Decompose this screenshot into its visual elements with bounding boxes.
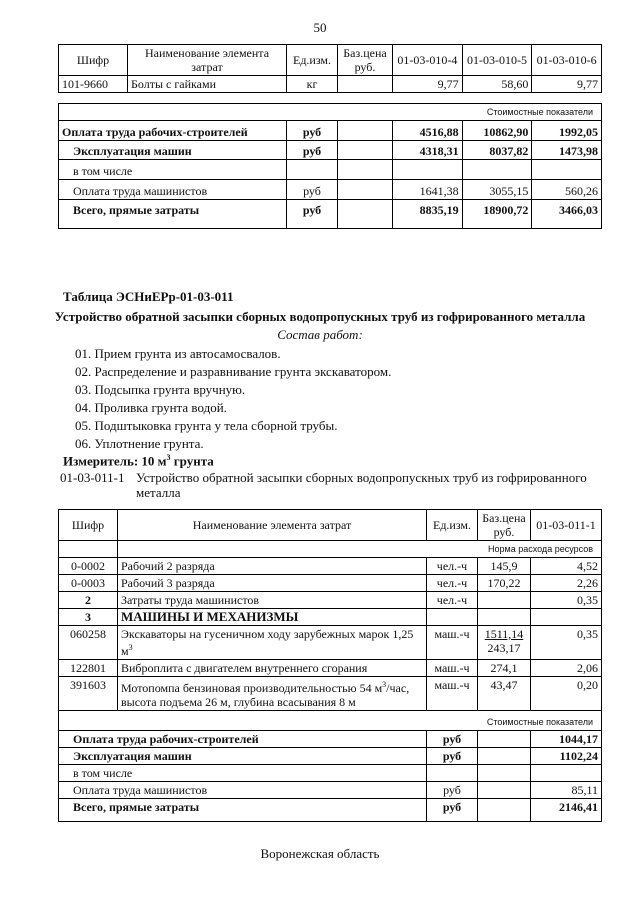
cost-v1: 8835,19	[393, 200, 463, 229]
row-code: 101-9660	[59, 76, 128, 93]
work-item: 04. Проливка грунта водой.	[75, 400, 227, 415]
col-header-price: Баз.цена руб.	[478, 510, 531, 541]
col-header-unit: Ед.изм.	[427, 510, 478, 541]
cost-unit: руб	[287, 121, 338, 141]
row-v2: 58,60	[462, 76, 532, 93]
cost-v1: 4318,31	[393, 141, 463, 160]
table-row	[59, 782, 602, 799]
row-v3: 9,77	[532, 76, 602, 93]
cost-v1: 1641,38	[393, 180, 463, 200]
table-row	[59, 592, 602, 609]
cost-section-label: Стоимостные показатели	[59, 104, 602, 121]
table-row	[59, 141, 602, 160]
row-value: 4,52	[531, 558, 602, 575]
cost-unit: руб	[287, 141, 338, 160]
col-header-name: Наименование элемента затрат	[128, 45, 287, 76]
col-header-value: 01-03-011-1	[531, 510, 602, 541]
col-header-code: Шифр	[59, 510, 118, 541]
cost-name: Эксплуатация машин	[59, 141, 287, 160]
row-unit: чел.-ч	[427, 575, 478, 592]
col-header-name: Наименование элемента затрат	[118, 510, 427, 541]
footer-region: Воронежская область	[260, 846, 380, 861]
table-row	[59, 677, 602, 711]
cost-name: Всего, прямые затраты	[59, 799, 427, 822]
table-row	[59, 765, 602, 782]
machine-code: 060258	[59, 626, 118, 660]
machines-code: 3	[59, 609, 118, 626]
machine-value: 2,06	[531, 660, 602, 677]
row-unit: кг	[287, 76, 338, 93]
cost-unit: руб	[427, 799, 478, 822]
table-row	[59, 748, 602, 765]
cost-name: в том числе	[59, 765, 427, 782]
col-header-price: Баз.цена руб.	[338, 45, 393, 76]
row-price	[338, 76, 393, 93]
table-row	[59, 731, 602, 748]
cost-unit: руб	[287, 200, 338, 229]
row-name: Затраты труда машинистов	[118, 592, 427, 609]
machine-value: 0,35	[531, 626, 602, 660]
row-unit: чел.-ч	[427, 558, 478, 575]
row-unit: чел.-ч	[427, 592, 478, 609]
cost-name: Всего, прямые затраты	[59, 200, 287, 229]
cost-unit: руб	[427, 748, 478, 765]
machine-price: 274,1	[478, 660, 531, 677]
table-row	[59, 575, 602, 592]
table-header-row	[59, 510, 602, 541]
cost-v3: 1473,98	[532, 141, 602, 160]
table-row	[59, 558, 602, 575]
cost-value: 85,11	[531, 782, 602, 799]
machine-unit: маш.-ч	[427, 660, 478, 677]
machine-value: 0,20	[531, 677, 602, 711]
table-row	[59, 76, 602, 93]
cost-v1: 4516,88	[393, 121, 463, 141]
table-row	[59, 121, 602, 141]
machine-name: Виброплита с двигателем внутреннего сгорания	[118, 660, 427, 677]
row-price: 170,22	[478, 575, 531, 592]
table-title: Таблица ЭСНиЕРр-01-03-011	[63, 289, 234, 304]
sostav-label: Состав работ:	[277, 327, 363, 342]
row-code: 2	[59, 592, 118, 609]
section-label-row	[59, 104, 602, 121]
izmeritel: Измеритель: 10 $м^3$ грунта	[63, 453, 214, 469]
cost-v3: 3466,03	[532, 200, 602, 229]
cost-name: Оплата труда рабочих-строителей	[59, 731, 427, 748]
col-header-unit: Ед.изм.	[287, 45, 338, 76]
machines-header-row	[59, 609, 602, 626]
col-header-code: Шифр	[59, 45, 128, 76]
norm-label-row	[59, 541, 602, 558]
work-item: 02. Распределение и разравнивание грунта экскаватором.	[75, 364, 392, 379]
cost-section-label: Стоимостные показатели	[59, 711, 602, 731]
table-row	[59, 799, 602, 822]
page-number: 50	[313, 20, 327, 35]
col-header-v3: 01-03-010-6	[532, 45, 602, 76]
machine-name: Мотопомпа бензиновая производительностью 54 $м^3$/час, высота подъема 26 м, глубина всасывания 8 м	[118, 677, 427, 711]
machine-code: 391603	[59, 677, 118, 711]
table-row	[59, 160, 602, 180]
machine-unit: маш.-ч	[427, 677, 478, 711]
cost-name: Оплата труда машинистов	[59, 782, 427, 799]
cost-label-row	[59, 711, 602, 731]
row-value: 2,26	[531, 575, 602, 592]
machine-unit: маш.-ч	[427, 626, 478, 660]
cost-name: в том числе	[59, 160, 287, 180]
code: 01-03-011-1	[60, 470, 125, 485]
cost-value: 1102,24	[531, 748, 602, 765]
cost-name: Оплата труда машинистов	[59, 180, 287, 200]
cost-unit: руб	[287, 180, 338, 200]
table-row	[59, 660, 602, 677]
col-header-v1: 01-03-010-4	[393, 45, 463, 76]
row-name: Рабочий 3 разряда	[118, 575, 427, 592]
cost-v2: 3055,15	[462, 180, 532, 200]
cost-v3: 1992,05	[532, 121, 602, 141]
cost-name: Оплата труда рабочих-строителей	[59, 121, 287, 141]
cost-v2: 18900,72	[462, 200, 532, 229]
table-header-row	[59, 45, 602, 76]
cost-value: 1044,17	[531, 731, 602, 748]
table-row	[59, 200, 602, 229]
work-item: 05. Подштыковка грунта у тела сборной трубы.	[75, 418, 338, 433]
machine-price: 1511,14 243,17	[478, 626, 531, 660]
machines-title: МАШИНЫ И МЕХАНИЗМЫ	[118, 609, 427, 626]
work-item: 03. Подсыпка грунта вручную.	[75, 382, 246, 397]
work-item: 06. Уплотнение грунта.	[75, 436, 204, 451]
row-price: 145,9	[478, 558, 531, 575]
row-name: Болты с гайками	[128, 76, 287, 93]
machine-name: Экскаваторы на гусеничном ходу зарубежных марок 1,25 $м^3$	[118, 626, 427, 660]
cost-unit: руб	[427, 731, 478, 748]
table-row	[59, 626, 602, 660]
table-1	[58, 44, 602, 229]
table-row	[59, 180, 602, 200]
cost-v2: 10862,90	[462, 121, 532, 141]
machine-price: 43,47	[478, 677, 531, 711]
norm-label: Норма расхода ресурсов	[118, 541, 602, 558]
row-value: 0,35	[531, 592, 602, 609]
row-name: Рабочий 2 разряда	[118, 558, 427, 575]
table-2	[58, 509, 602, 822]
code-text: Устройство обратной засыпки сборных водопропускных труб из гофрированного металла	[136, 470, 587, 500]
cost-unit: руб	[427, 782, 478, 799]
cost-v3: 560,26	[532, 180, 602, 200]
row-v1: 9,77	[393, 76, 463, 93]
col-header-v2: 01-03-010-5	[462, 45, 532, 76]
cost-name: Эксплуатация машин	[59, 748, 427, 765]
cost-value: 2146,41	[531, 799, 602, 822]
row-code: 0-0002	[59, 558, 118, 575]
machine-code: 122801	[59, 660, 118, 677]
work-item: 01. Прием грунта из автосамосвалов.	[75, 346, 281, 361]
section-subtitle: Устройство обратной засыпки сборных водопропускных труб из гофрированного металла	[54, 309, 586, 324]
cost-v2: 8037,82	[462, 141, 532, 160]
row-code: 0-0003	[59, 575, 118, 592]
